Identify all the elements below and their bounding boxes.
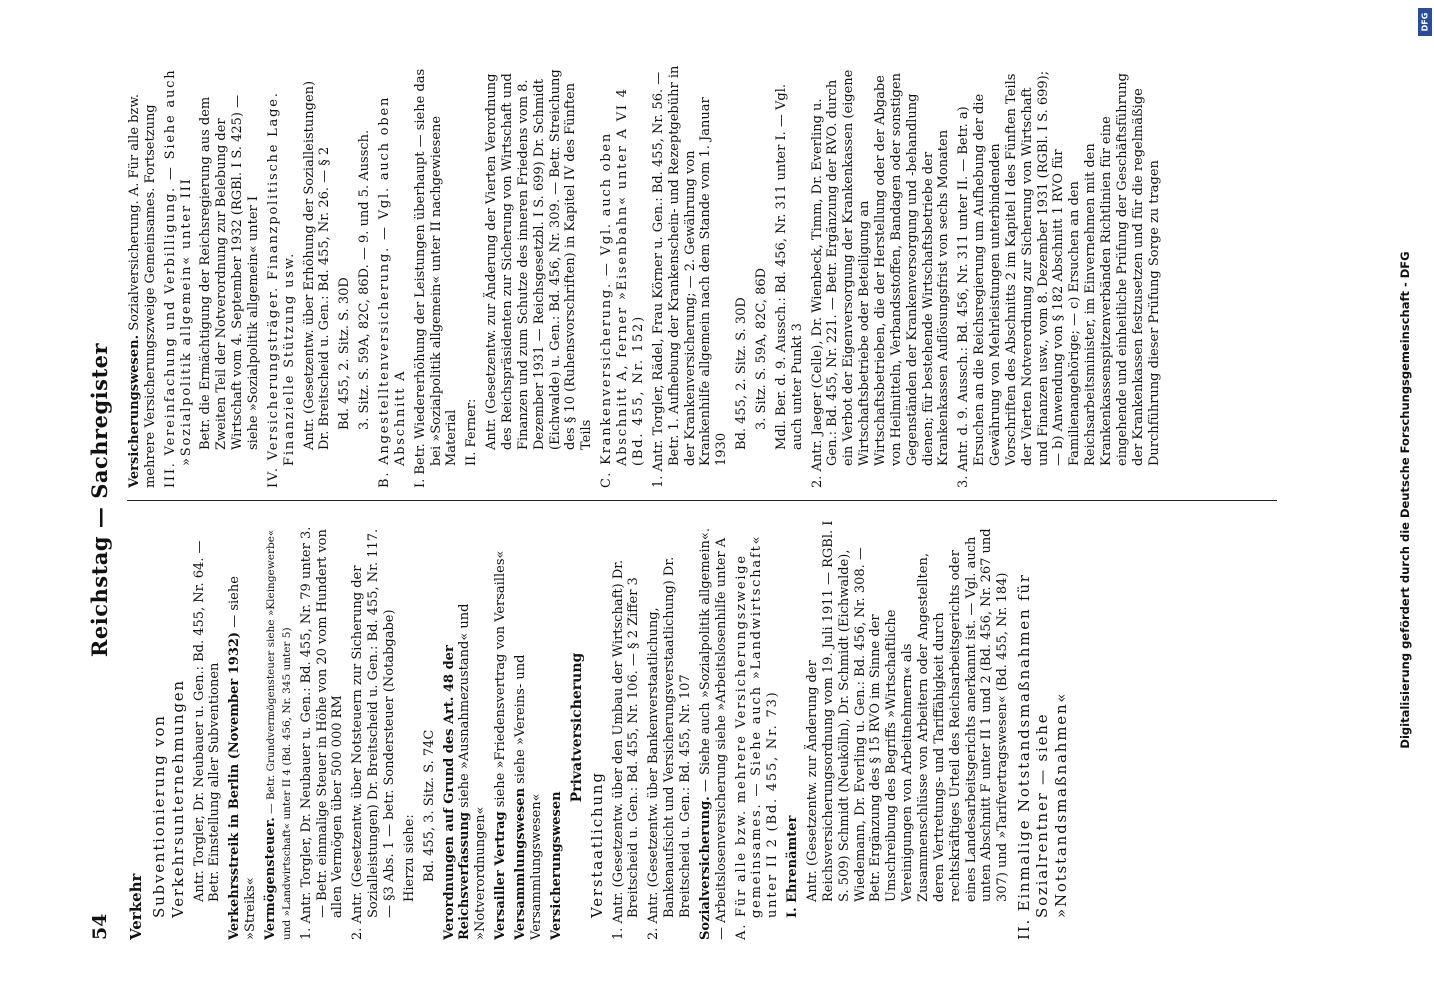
entry-text: Betr. die Ermächtigung der Reichsregierung aus dem Zweiten Teil der Notverordnung zur Belebung der Wirtschaft vom 4. September 1932 (RGBl. I S. 425) — siehe »Sozialpolitik allgemein« unter I <box>198 94 262 450</box>
section-heading: Privatversicherung <box>568 652 585 803</box>
index-entry <box>810 63 953 488</box>
entry-text: Antr. (Gesetzentw. zur Änderung der Vierten Verordnung des Reichspräsidenten zur Sicherung von Wirtschaft und Finanzen und zum Schutze des inneren Friedens vom 8. Dezember 1931 — Reichsgesetzbl. I S. 699) Dr. Schmidt (Eichwalde) u. Gen.: Bd. 456, Nr. 309. — Betr. Streichung des § 10 (Ruhensvorschriften) in Kapitel IV des Fünften Teils <box>484 69 595 450</box>
index-entry <box>464 63 480 488</box>
index-entry <box>402 515 418 940</box>
index-entry <box>651 63 730 488</box>
index-entry <box>611 515 643 940</box>
entry-text: 3. Sitz. S. 59A, 82C, 86D <box>753 267 769 430</box>
entry-text: A. Für alle bzw. mehrere Versicherungszweige gemeinsames. — Siehe auch »Landwirtschaft« unter II 2 (Bd. 455, Nr. 73) <box>733 534 781 940</box>
index-entry <box>127 515 146 940</box>
index-entry <box>698 515 730 940</box>
entry-text: C. Krankenversicherung. — Vgl. auch oben Abschnitt A, ferner »Eisenbahn« unter A VI 4 (Bd. 455, Nr. 152) <box>599 87 646 488</box>
index-entry <box>646 515 694 940</box>
index-entry <box>192 515 224 940</box>
entry-text: I. Betr. Wiedererhöhung der Leistungen überhaupt — siehe das bei »Sozialpolitik allgemein« unter II nachgewiesene Material <box>412 68 460 488</box>
entry-keyword: Versicherungswesen. <box>127 334 142 488</box>
entry-text: siehe »Vereins- und Versammlungswesen« <box>513 654 544 940</box>
entry-text: Sozialversicherung. A. Für alle bzw. mehrere Versicherungszweige Gemeinsames. Fortsetzung <box>127 93 158 488</box>
index-entry <box>263 515 295 940</box>
index-entry <box>549 515 565 940</box>
index-entry <box>513 515 545 940</box>
index-entry <box>956 63 1162 488</box>
page-number: 54 <box>89 913 111 940</box>
index-entry <box>785 515 801 940</box>
entry-text: 2. Antr. (Gesetzentw. über Notsteuern zur Sicherung der Sozialleistungen) Dr. Breitscheid u. Gen.: Bd. 455, Nr. 117. — §3 Abs. 1 — betr. Sondersteuer (Notabgabe) <box>350 528 398 940</box>
entry-text: — Siehe auch »Sozialpolitik allgemein«. — Arbeitslosenversicherung siehe »Arbeitslosenhilfe unter A <box>697 528 729 940</box>
index-entry <box>350 515 398 940</box>
right-column <box>127 63 1297 488</box>
entry-text: III. Vereinfachung und Verbilligung. — Siehe auch »Sozialpolitik allgemein« unter III <box>162 68 194 488</box>
entry-text: Bd. 455, 2. Sitz. S. 30D <box>337 277 353 430</box>
index-entry <box>734 515 782 940</box>
entry-text: Mdl. Ber. d. 9. Aussch.: Bd. 456, Nr. 311 unter I. — Vgl. auch unter Punkt 3 <box>773 83 805 450</box>
entry-text: Bd. 455, 2. Sitz. S. 30D <box>734 297 750 450</box>
entry-text: siehe »Ausnahmezustand« und »Notverordnungen« <box>457 603 489 940</box>
index-entry <box>442 515 490 940</box>
entry-keyword: Sozialversicherung. <box>697 796 713 940</box>
left-column <box>127 515 1297 940</box>
page-header <box>81 50 121 950</box>
entry-text: 2. Antr. (Gesetzentw. über Bankenverstaatlichung, Bankenaufsicht und Versicherungsverstaatlichung) Dr. Breitscheid u. Gen.: Bd. 455, Nr. 107 <box>646 556 693 940</box>
entry-text: Bd. 455, 3. Sitz. S. 74C <box>421 729 437 882</box>
entry-text: 2. Antr. Jaeger (Celle), Dr. Wienbeck, Timm, Dr. Everling u. Gen.: Bd. 455, Nr. 221. — Betr. Ergänzung der RVO. durch ein Verbot der Eigenversorgung der Krankenkassen (eigene Wirtschaftsbetriebe oder Beteiligung an Wirtschaftsbetrieben, die der Herstellung oder der Abgabe von Heilmitteln, Verbandsstoffen, Bandagen oder sonstigen Gegenständen der Krankenversorgung und -behandlung dienen; für bestehende Wirtschaftsbetriebe der Krankenkassen Auflösungsfrist von sechs Monaten <box>809 69 952 488</box>
entry-text: 1. Antr. Torgler, Dr. Neubauer u. Gen.: Bd. 455, Nr. 79 unter 3. — Betr. einmalige Steuer in Höhe von 20 vom Hundert von allen Vermögen über 500 000 RM <box>298 526 346 940</box>
index-entry <box>493 515 509 940</box>
index-entry <box>163 63 195 488</box>
dfg-logo <box>1418 8 1432 36</box>
entry-subject: Verstaatlichung <box>587 771 606 918</box>
entry-text: Hierzu siehe: <box>401 814 417 902</box>
index-entry <box>299 515 347 940</box>
index-entry <box>413 63 461 488</box>
index-entry <box>588 515 607 940</box>
entry-keyword: Versammlungswesen <box>513 787 529 940</box>
entry-text: 1. Antr. Torgler, Rädel, Frau Körner u. Gen.: Bd. 455, Nr. 56. — Betr. 1. Aufhebung der Krankenschein- und Rezeptgebühr in der Krankenversicherung; — 2. Gewährung von Krankenhilfe allgemein nach dem Stande vom 1. Januar 1930 <box>650 65 730 488</box>
entry-text: 1. Antr. (Gesetzentw. über den Umbau der Wirtschaft) Dr. Breitscheid u. Gen.: Bd. 455, Nr. 106. — § 2 Ziffer 3 <box>610 559 642 940</box>
entry-keyword: Verkehr <box>127 873 145 940</box>
index-entry <box>302 63 334 488</box>
index-entry <box>377 63 409 488</box>
digitization-note <box>1398 251 1415 749</box>
entry-text: — siehe »Streiks« <box>227 576 259 940</box>
entry-keyword: Verordnungen auf Grund des Art. 48 der Reichsverfassung <box>441 645 473 940</box>
index-entry <box>754 63 770 488</box>
index-entry <box>198 63 261 488</box>
running-head: Reichstag — Sachregister <box>87 342 112 658</box>
index-entry <box>1015 515 1070 940</box>
entry-text: IV. Versicherungsträger. Finanzpolitische Lage. Finanzielle Stützung usw. <box>265 91 297 488</box>
index-entry <box>484 63 595 488</box>
index-entry <box>337 63 353 488</box>
rotated-index-page <box>75 50 1315 950</box>
entry-text: II. Ferner: <box>464 398 480 466</box>
entry-keyword: Vermögensteuer. <box>263 817 279 940</box>
index-entry <box>227 515 259 940</box>
entry-text: Antr. (Gesetzentw. über Erhöhung der Sozialleistungen) Dr. Breitscheid u. Gen.: Bd. 455, Nr. 26. — § 2 <box>301 80 333 450</box>
entry-text: — Betr. Grundvermögensteuer siehe »Kleingewerbe« und »Landwirtschaft« unter II 4 (Bd. 456, Nr. 345 unter 5) <box>265 529 293 940</box>
entry-text: Antr. (Gesetzentw. zur Änderung der Reichsversicherungsordnung vom 19. Juli 1911 — RGBl. I S. 509) Schmidt (Neukölln), Dr. Schmidt (Eichwalde), Wiedemann, Dr. Everling u. Gen.: Bd. 456, Nr. 308. — Betr. Ergänzung des § 15 RVO im Sinne der Umschreibung des Begriffs »Wirtschaftliche Vereinigungen von Arbeitnehmern« als Zusammenschlüsse von Arbeitern oder Angestellten, deren Vertretungs- und Tariffähigkeit durch rechtskräftiges Urteil des Reichsarbeitsgerichts oder eines Landesarbeitsgerichts anerkannt ist. — Vgl. auch unten Abschnitt F unter II 1 und 2 (Bd. 456, Nr. 267 und 307) und »Tarifvertragswesen« (Bd. 455, Nr. 184) <box>805 520 1011 902</box>
entry-text: I. Ehrenämter <box>785 815 801 918</box>
digitization-note-text: Digitalisierung gefördert durch die Deutsche Forschungsgemeinschaft - DFG <box>1398 251 1412 749</box>
entry-text: Antr. Torgler, Dr. Neubauer u. Gen.: Bd. 455, Nr. 64. — Betr. Einstellung aller Subventionen <box>191 540 223 902</box>
entry-text: 3. Sitz. S. 59A, 82C, 86D. — 9. und 5. Aussch. <box>357 129 373 430</box>
entry-keyword: Verkehrsstreik in Berlin (November 1932) <box>227 631 243 940</box>
index-entry <box>266 63 298 488</box>
entry-subject: Subventionierung von Verkehrsunternehmungen <box>149 679 187 918</box>
entry-text: siehe »Friedensvertrag von Versailles« <box>493 550 509 812</box>
index-entry <box>357 63 373 488</box>
entry-text: 3. Antr. d. 9. Aussch.: Bd. 456, Nr. 311 unter II. — Betr. a) Ersuchen an die Reichsregierung um Aufhebung der die Gewährung von Mehrleistungen unterbindenden Vorschriften des Abschnitts 2 im Kapitel I des Fünften Teils der Vierten Notverordnung zur Sicherung von Wirtschaft und Finanzen usw., vom 8. Dezember 1931 (RGBl. I S. 699); — b) Anwendung von § 182 Abschnitt 1 RVO für Familienangehörige; — c) Ersuchen an den Reichsarbeitsminister, im Einvernehmen mit den Krankenkassenspitzenverbänden Richtlinien für eine eingehende und einheitliche Prüfung der Geschäftsführung der Krankenkassen festzusetzen und für die regelmäßige Durchführung dieser Prüfung Sorge zu tragen <box>956 70 1162 488</box>
entry-text: B. Angestelltenversicherung. — Vgl. auch oben Abschnitt A <box>377 95 408 488</box>
index-entry <box>599 63 647 488</box>
entry-text: II. Einmalige Notstandsmaßnahmen für Sozialrentner — siehe »Notstandsmaßnahmen« <box>1015 573 1070 940</box>
index-entry <box>422 515 438 940</box>
index-entry <box>805 515 1011 940</box>
dfg-logo-text: DFG <box>1420 12 1430 32</box>
index-entry <box>734 63 750 488</box>
index-entry <box>127 63 159 488</box>
column-divider <box>127 500 1277 501</box>
index-entry <box>774 63 806 488</box>
index-entry <box>150 515 188 940</box>
entry-keyword: Versailler Vertrag <box>493 811 509 940</box>
entry-keyword: Versicherungswesen <box>548 791 564 940</box>
